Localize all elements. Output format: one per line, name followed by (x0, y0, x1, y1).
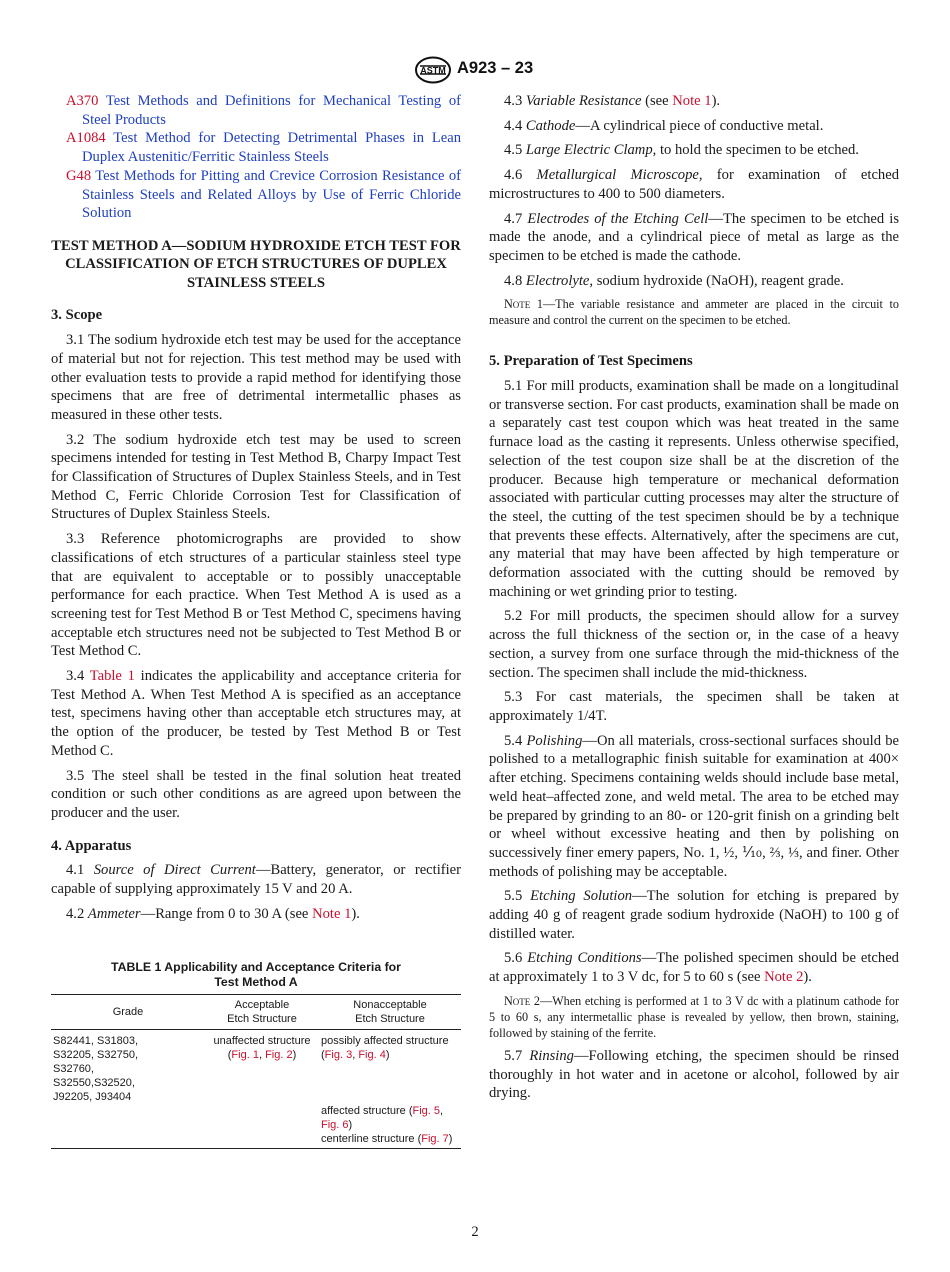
section-heading-scope: 3. Scope (51, 307, 103, 324)
document-designation: A923 – 23 (457, 59, 534, 77)
paragraph-4-8 (489, 272, 899, 291)
table-caption-line: Test Method A (214, 974, 298, 989)
note-2-link[interactable]: Note 2 (764, 969, 804, 986)
reference-code-link[interactable]: A370 (66, 93, 99, 109)
table-header-row (51, 994, 461, 1029)
fig-7-link[interactable]: Fig. 7 (421, 1132, 449, 1145)
paragraph-number: 5.5 (504, 888, 523, 905)
paragraph-text-end: ). (711, 93, 721, 109)
cell-end: ) (348, 1118, 353, 1131)
paragraph-4-7 (489, 210, 899, 266)
grade-line: S32760, (53, 1062, 94, 1075)
paragraph-3-1: 3.1 The sodium hydroxide etch test may be used for the acceptance of material but not for rejection. This test method may be used with other evaluation tests to provide a rapid method for identifying those specimens that are free of detrimental intermetallic phases as measured in these other tests. (51, 332, 461, 423)
fig-1-link[interactable]: Fig. 1 (231, 1048, 259, 1061)
paragraph-4-1 (51, 861, 461, 898)
paragraph-text: indicates the applicability and acceptance criteria for Test Method A. When Test Method A is specified as an acceptance test, specimens having other than acceptable etch structures may, at the option of the producer, be tested by Test Method B or Test Method C. (51, 668, 461, 759)
paragraph-number: 4.3 (504, 93, 523, 109)
fig-3-link[interactable]: Fig. 3 (324, 1048, 353, 1061)
note-2 (489, 993, 899, 1041)
paragraph-text: —The solution for etching is prepared by adding 40 g of reagent grade sodium hydroxide (NaOH) to 100 g of distilled water. (489, 888, 899, 942)
note-1-link[interactable]: Note 1 (312, 905, 352, 922)
note-label: Note 2 (504, 993, 540, 1008)
section-heading-preparation: 5. Preparation of Test Specimens (489, 353, 693, 370)
paragraph-text: —A cylindrical piece of conductive metal. (575, 117, 824, 134)
cell-acceptable (205, 1029, 319, 1148)
test-method-title: TEST METHOD A—SODIUM HYDROXIDE ETCH TEST FOR CLASSIFICATION OF ETCH STRUCTURES OF DUPLEX STAINLESS STEELS (51, 237, 461, 291)
paragraph-4-6 (489, 166, 899, 203)
term: Etching Solution (530, 888, 633, 905)
section-heading-apparatus: 4. Apparatus (51, 837, 132, 854)
column-header-grade: Grade (51, 994, 205, 1029)
note-1-link[interactable]: Note 1 (672, 93, 712, 109)
paragraph-number: 5.7 (504, 1047, 523, 1064)
paragraph-number: 4.7 (504, 210, 523, 227)
term: Metallurgical Microscope, (536, 167, 703, 184)
paragraph-3-4 (51, 667, 461, 761)
note-text: —The variable resistance and ammeter are placed in the circuit to measure and control the current on the specimen to be etched. (489, 297, 899, 328)
note-label: Note 1 (504, 297, 543, 312)
reference-list (51, 92, 461, 223)
table-row (51, 1029, 461, 1148)
term: Ammeter (87, 905, 141, 922)
paragraph-4-4 (489, 117, 899, 136)
nonacceptable-entry (321, 1104, 459, 1132)
cell-text: affected structure ( (321, 1104, 413, 1117)
grade-line: S32550,S32520, (53, 1076, 135, 1089)
cell-end: ) (448, 1132, 453, 1145)
term: Electrolyte, (525, 272, 594, 289)
spacer (321, 1062, 459, 1104)
paragraph-5-6 (489, 949, 899, 986)
header-line: Etch Structure (227, 1012, 297, 1025)
nonacceptable-entry (321, 1132, 459, 1146)
right-column (489, 92, 899, 1109)
paragraph-5-3: 5.3 For cast materials, the specimen shall be taken at approximately 1/4T. (489, 689, 899, 724)
grade-line: S82441, S31803, (53, 1034, 139, 1047)
term: Source of Direct Current (93, 862, 256, 879)
paragraph-number: 4.6 (504, 167, 523, 184)
term: Rinsing (529, 1047, 574, 1064)
paragraph-3-5: 3.5 The steel shall be tested in the final solution heat treated condition or such other conditions as are agreed upon between the producer and the user. (51, 767, 461, 821)
paragraph-text: to hold the specimen to be etched. (659, 142, 859, 159)
paragraph-text: —The specimen to be etched is made the anode, and a cylindrical piece of metal as large as the specimen to be etched is made the cathode. (489, 210, 899, 264)
term: Polishing (526, 732, 583, 749)
left-column (51, 92, 461, 1149)
reference-title[interactable]: Test Methods and Definitions for Mechanical Testing of Steel Products (82, 93, 461, 128)
reference-title[interactable]: Test Method for Detecting Detrimental Phases in Lean Duplex Austenitic/Ferritic Stainless Steels (82, 130, 461, 166)
table-1-link[interactable]: Table 1 (89, 668, 135, 685)
paragraph-number: 3.4 (66, 668, 85, 685)
paragraph-5-4 (489, 732, 899, 882)
note-text: —When etching is performed at 1 to 3 V dc with a platinum cathode for 5 to 60 s, any intermetallic phase is revealed by yellow, then brown, staining, followed by staining of the ferrite. (489, 993, 900, 1040)
paragraph-text: —Battery, generator, or rectifier capable of supplying approximately 15 V and 20 A. (51, 862, 462, 898)
cell-grade (51, 1029, 205, 1148)
table-1-caption (51, 960, 461, 990)
term: Large Electric Clamp, (525, 142, 657, 159)
cell-sep: , (352, 1048, 359, 1061)
term: Cathode (525, 117, 576, 134)
cell-sep: , (258, 1048, 266, 1061)
term: Variable Resistance (525, 93, 642, 109)
reference-item (51, 92, 461, 129)
paragraph-4-3 (489, 92, 899, 111)
header-line: Acceptable (234, 998, 290, 1011)
cell-nonacceptable (319, 1029, 461, 1148)
reference-code-link[interactable]: A1084 (66, 130, 106, 147)
paragraph-4-2 (51, 905, 461, 924)
paragraph-5-1: 5.1 For mill products, examination shall be made on a longitudinal or transverse section. For cast products, examination shall be made on a separately cast test coupon which was heat treated in the same furnace load as the casting it represents. Unless otherwise specified, selection of the test coupon size shall be at the discretion of the producer. Because high temperature or mechanical deformation associated with particular cutting processes may alter the structure of the steel, the cutting of the test specimen should be by a technique that prevents these effects. Alternatively, after the specimens are cut, any material that may have been affected by high temperature or deformation associated with the cutting should be removed by machining or wet grinding prior to testing. (489, 378, 899, 600)
page-header (0, 56, 950, 84)
cell-end: ) (385, 1048, 390, 1061)
paragraph-5-2: 5.2 For mill products, the specimen should allow for a survey across the full thickness of the section or, in the case of a heavy section, a survey from one surface through the mid-thickness of the section. The specimen shall include the mid-thickness. (489, 608, 899, 681)
paragraph-text: —On all materials, cross-sectional surfaces should be polished to a metallographic finish suitable for examination at 400× after etching. Specimens containing welds should include base metal, weld heat–affected zone, and weld metal. The area to be etched may be prepared by grinding to an 80- or 120-grit finish on a grinding belt or wheel without excessive heating and then by polishing on successively finer emery papers, No. 1, ½, ⅒, ⅔, ⅓, and finer. Other methods of polishing may be acceptable. (489, 732, 899, 880)
header-line: Etch Structure (355, 1012, 425, 1025)
page-number: 2 (471, 1224, 479, 1240)
paragraph-text-end: ). (351, 905, 360, 922)
paragraph-number: 4.1 (66, 862, 85, 879)
table-caption-line: TABLE 1 Applicability and Acceptance Criteria for (111, 959, 401, 974)
reference-item (51, 129, 461, 166)
header-line: Nonacceptable (353, 998, 427, 1011)
paragraph-number: 4.5 (504, 142, 523, 159)
grade-line: S32205, S32750, (53, 1048, 139, 1061)
cell-end: ) (292, 1048, 297, 1061)
note-1 (489, 296, 899, 328)
paragraph-5-7 (489, 1047, 899, 1103)
paragraph-number: 4.8 (504, 272, 523, 289)
paragraph-text: —The polished specimen should be etched at approximately 1 to 3 V dc, for 5 to 60 s (see (489, 950, 899, 986)
paragraph-5-5 (489, 887, 899, 943)
paragraph-number: 5.6 (504, 950, 523, 967)
paragraph-text-end: ). (803, 969, 812, 986)
fig-6-link[interactable]: Fig. 6 (321, 1118, 349, 1131)
cell-sep: , (440, 1104, 444, 1117)
astm-logo-icon (414, 56, 452, 84)
table-1 (51, 994, 461, 1149)
cell-text: possibly affected structure ( (321, 1034, 449, 1061)
paragraph-4-5 (489, 141, 899, 160)
paragraph-number: 4.4 (504, 117, 523, 134)
term: Electrodes of the Etching Cell (527, 210, 709, 227)
paragraph-text: (see (645, 93, 669, 109)
grade-line: J92205, J93404 (53, 1090, 132, 1103)
fig-2-link[interactable]: Fig. 2 (265, 1048, 293, 1061)
fig-5-link[interactable]: Fig. 5 (412, 1104, 441, 1117)
fig-4-link[interactable]: Fig. 4 (358, 1048, 386, 1061)
cell-text: centerline structure ( (321, 1132, 422, 1145)
column-header-nonacceptable (319, 994, 461, 1029)
astm-logo-text: ASTM (420, 65, 446, 76)
paragraph-text: —Range from 0 to 30 A (see (140, 905, 309, 922)
term: Etching Conditions (527, 950, 642, 967)
column-header-acceptable (205, 994, 319, 1029)
nonacceptable-entry (321, 1034, 459, 1062)
paragraph-number: 4.2 (66, 905, 85, 922)
paragraph-3-2: 3.2 The sodium hydroxide etch test may be used to screen specimens intended for testing in Test Method B, Charpy Impact Test for Classification of Structures of Duplex Stainless Steels, and in Test Method C, Ferric Chloride Corrosion Test for Classification of Structures of Duplex Stainless Steels. (51, 431, 461, 523)
paragraph-text: for examination of etched microstructures to 400 to 500 diameters. (489, 167, 899, 202)
paragraph-3-3: 3.3 Reference photomicrographs are provided to show classifications of etch structures of a particular stainless steel type that are equivalent to acceptable or to possibly unacceptable performance for each practice. When Test Method A is used as a screening test for Test Method B or Test Method C, specimens having acceptable etch structures need not be subjected to Test Method B or Test Method C. (51, 531, 461, 660)
paragraph-text: —Following etching, the specimen should be rinsed thoroughly in hot water and in acetone or alcohol, followed by air drying. (489, 1047, 899, 1102)
paragraph-text: sodium hydroxide (NaOH), reagent grade. (596, 272, 844, 289)
reference-code-link[interactable]: G48 (66, 167, 92, 184)
paragraph-number: 5.4 (504, 732, 523, 749)
cell-text: unaffected structure ( (213, 1034, 311, 1061)
reference-title[interactable]: Test Methods for Pitting and Crevice Corrosion Resistance of Stainless Steels and Related Alloys by Use of Ferric Chloride Solution (82, 167, 461, 222)
reference-item (51, 167, 461, 223)
